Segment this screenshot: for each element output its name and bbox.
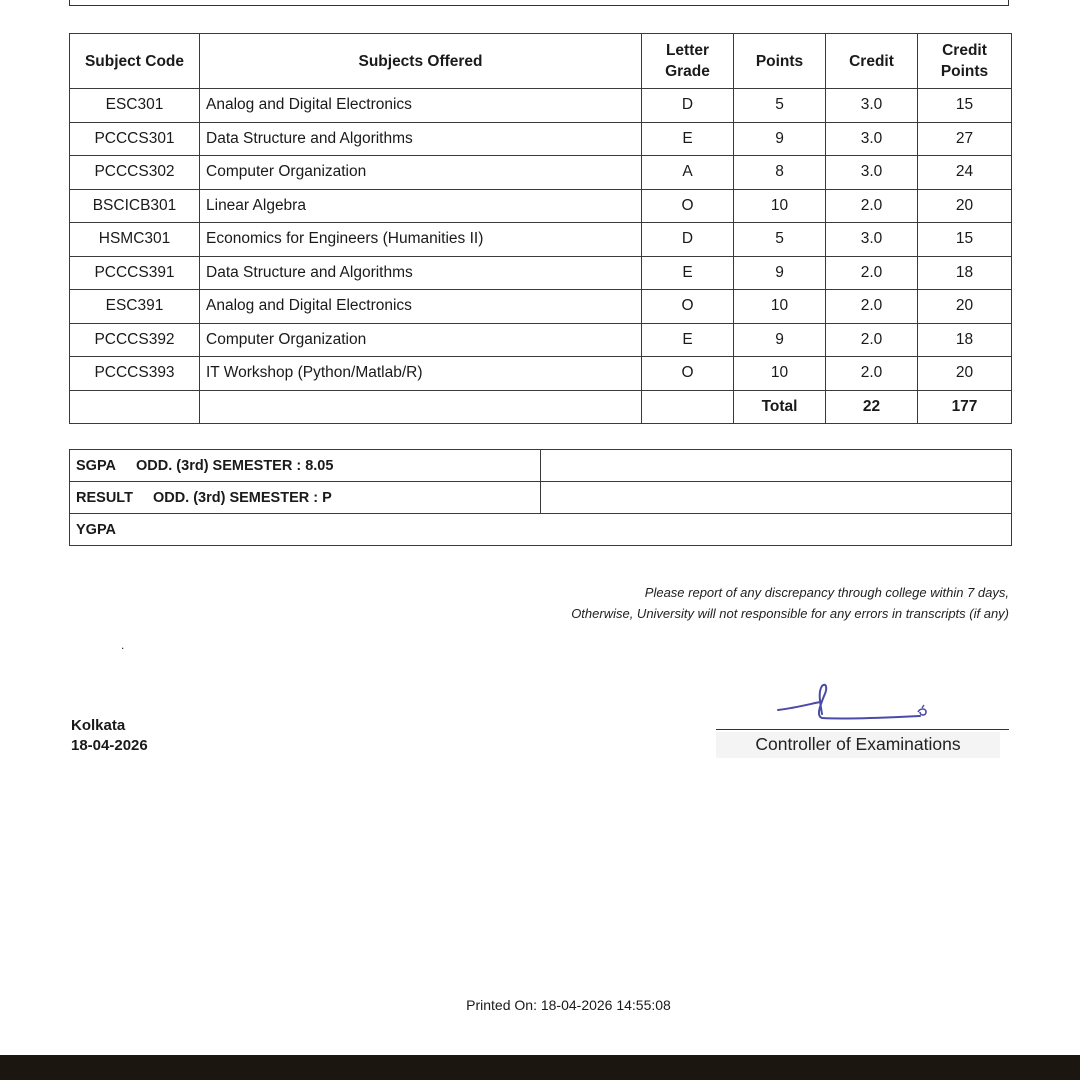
result-label: RESULT (76, 489, 133, 506)
credit-cell: 2.0 (826, 323, 918, 357)
credit-points-cell: 15 (918, 223, 1012, 257)
grade-cell: A (642, 156, 734, 190)
issue-date: 18-04-2026 (71, 737, 148, 754)
credit-cell: 2.0 (826, 256, 918, 290)
subject-code-cell: PCCCS302 (70, 156, 200, 190)
empty-cell (541, 482, 1012, 514)
subject-name-cell: Computer Organization (200, 323, 642, 357)
table-row (70, 122, 1012, 156)
grade-cell: D (642, 89, 734, 123)
discrepancy-notice (571, 582, 1009, 624)
subject-code-cell: PCCCS391 (70, 256, 200, 290)
subject-name-cell: Analog and Digital Electronics (200, 290, 642, 324)
header-subject-code: Subject Code (70, 34, 200, 89)
table-row (70, 223, 1012, 257)
signature-line (716, 729, 1009, 730)
points-cell: 8 (734, 156, 826, 190)
result-cell (70, 482, 541, 514)
points-cell: 10 (734, 189, 826, 223)
grade-cell: E (642, 256, 734, 290)
result-value: ODD. (3rd) SEMESTER : P (152, 489, 332, 506)
credit-cell: 3.0 (826, 223, 918, 257)
points-cell: 10 (734, 290, 826, 324)
table-row (70, 290, 1012, 324)
ygpa-row (70, 514, 1012, 546)
credit-cell: 3.0 (826, 89, 918, 123)
grade-cell: E (642, 323, 734, 357)
subject-code-cell: BSCICB301 (70, 189, 200, 223)
total-credit-points: 177 (918, 390, 1012, 424)
notice-line-2: Otherwise, University will not responsible for any errors in transcripts (if any) (571, 606, 1009, 621)
points-cell: 5 (734, 223, 826, 257)
result-row (70, 482, 1012, 514)
sgpa-label: SGPA (76, 457, 117, 474)
credit-points-cell: 20 (918, 357, 1012, 391)
credit-points-cell: 20 (918, 189, 1012, 223)
empty-cell (70, 390, 200, 424)
grade-cell: D (642, 223, 734, 257)
sgpa-value: ODD. (3rd) SEMESTER : 8.05 (136, 457, 334, 474)
subject-name-cell: Computer Organization (200, 156, 642, 190)
printed-on: Printed On: 18-04-2026 14:55:08 (466, 997, 671, 1013)
sgpa-cell (70, 450, 541, 482)
subject-code-cell: PCCCS393 (70, 357, 200, 391)
table-row (70, 357, 1012, 391)
header-letter-grade-line2: Grade (665, 63, 710, 80)
points-cell: 5 (734, 89, 826, 123)
subject-name-cell: Economics for Engineers (Humanities II) (200, 223, 642, 257)
table-row (70, 256, 1012, 290)
header-letter-grade (642, 34, 734, 89)
header-credit-points-line2: Points (940, 63, 989, 80)
subject-code-cell: PCCCS392 (70, 323, 200, 357)
table-row (70, 156, 1012, 190)
issue-place-date (71, 716, 148, 756)
table-row (70, 89, 1012, 123)
header-subjects-offered: Subjects Offered (200, 34, 642, 89)
credit-points-cell: 27 (918, 122, 1012, 156)
credit-points-cell: 20 (918, 290, 1012, 324)
subject-name-cell: Analog and Digital Electronics (200, 89, 642, 123)
grade-cell: O (642, 290, 734, 324)
signatory-title: Controller of Examinations (716, 732, 1000, 758)
credit-cell: 3.0 (826, 156, 918, 190)
total-label: Total (734, 390, 826, 424)
subject-code-cell: PCCCS301 (70, 122, 200, 156)
credit-cell: 2.0 (826, 290, 918, 324)
previous-section-box (69, 0, 1009, 6)
total-row (70, 390, 1012, 424)
subject-name-cell: Data Structure and Algorithms (200, 122, 642, 156)
points-cell: 9 (734, 122, 826, 156)
grade-cell: O (642, 357, 734, 391)
sgpa-row (70, 450, 1012, 482)
notice-line-1: Please report of any discrepancy through college within 7 days, (644, 585, 1009, 600)
subject-name-cell: IT Workshop (Python/Matlab/R) (200, 357, 642, 391)
empty-cell (541, 450, 1012, 482)
subject-code-cell: ESC301 (70, 89, 200, 123)
marks-table (69, 33, 1012, 424)
subject-name-cell: Data Structure and Algorithms (200, 256, 642, 290)
header-credit: Credit (826, 34, 918, 89)
result-summary-table (69, 449, 1012, 546)
header-credit-points-line1: Credit (942, 42, 987, 59)
credit-points-cell: 24 (918, 156, 1012, 190)
grade-cell: O (642, 189, 734, 223)
ygpa-label: YGPA (70, 514, 1012, 546)
credit-cell: 3.0 (826, 122, 918, 156)
bottom-bar (0, 1055, 1080, 1080)
stray-dot: . (121, 638, 125, 652)
points-cell: 9 (734, 323, 826, 357)
empty-cell (642, 390, 734, 424)
subject-name-cell: Linear Algebra (200, 189, 642, 223)
credit-points-cell: 18 (918, 256, 1012, 290)
header-credit-points (918, 34, 1012, 89)
credit-points-cell: 15 (918, 89, 1012, 123)
table-row (70, 189, 1012, 223)
total-credit: 22 (826, 390, 918, 424)
points-cell: 9 (734, 256, 826, 290)
grade-cell: E (642, 122, 734, 156)
empty-cell (200, 390, 642, 424)
signature-image (770, 678, 950, 728)
header-points: Points (734, 34, 826, 89)
credit-cell: 2.0 (826, 357, 918, 391)
subject-code-cell: ESC391 (70, 290, 200, 324)
table-row (70, 323, 1012, 357)
marks-header-row (70, 34, 1012, 89)
subject-code-cell: HSMC301 (70, 223, 200, 257)
issue-place: Kolkata (71, 717, 126, 734)
credit-points-cell: 18 (918, 323, 1012, 357)
header-letter-grade-line1: Letter (665, 42, 710, 59)
points-cell: 10 (734, 357, 826, 391)
credit-cell: 2.0 (826, 189, 918, 223)
